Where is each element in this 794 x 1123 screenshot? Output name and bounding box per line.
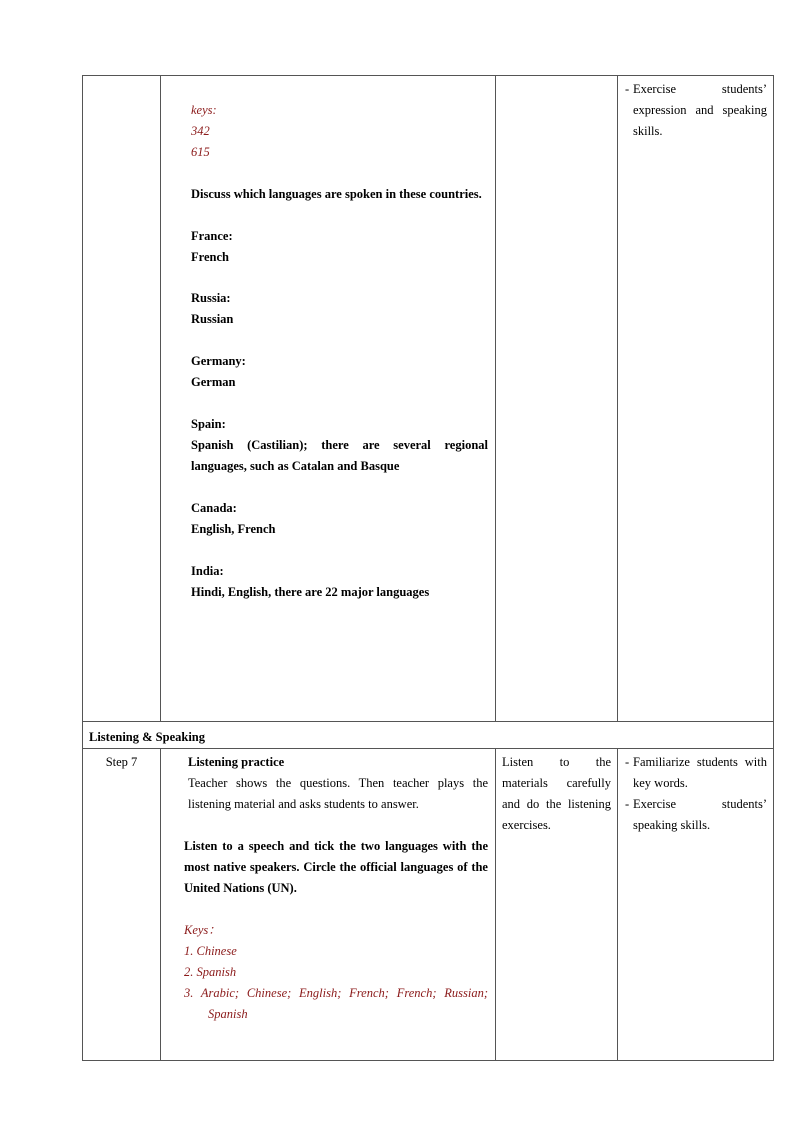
lesson-plan-table [82, 75, 774, 1061]
activity-title: Listening practice [188, 755, 285, 769]
keys-line: 615 [191, 145, 210, 159]
task-instruction: Listen to a speech and tick the two languages with the most native speakers. Circle the official languages of the United Nations (UN). [184, 838, 488, 895]
step-cell [83, 749, 161, 1061]
section-title: Listening & Speaking [83, 722, 774, 749]
student-activity-cell [496, 76, 618, 722]
country-label: Canada: [191, 500, 237, 515]
purpose-cell [618, 749, 774, 1061]
keys-label: keys: [191, 103, 217, 117]
step-label: Step 7 [105, 755, 138, 769]
country-languages: Hindi, English, there are 22 major languages [191, 584, 430, 599]
key-item: 2. Spanish [184, 964, 237, 979]
country-label: Russia: [191, 291, 231, 306]
country-languages: French [191, 249, 229, 264]
step-cell [83, 76, 161, 722]
table-row [83, 76, 774, 722]
country-label: India: [191, 563, 224, 578]
student-activity-text: Listen to the materials carefully and do the listening exercises. [502, 755, 611, 832]
country-label: Spain: [191, 416, 226, 431]
country-languages: German [191, 375, 236, 390]
student-activity-cell [496, 749, 618, 1061]
country-languages: Russian [191, 312, 234, 327]
country-label: France: [191, 228, 233, 243]
teacher-activity-cell [161, 76, 496, 722]
keys-line: 342 [191, 124, 210, 138]
purpose-item: - Exercise students’ expression and speaking skills. [625, 82, 767, 138]
key-item: 1. Chinese [184, 943, 237, 958]
key-item: 3. Arabic; Chinese; English; French; French; Russian; Spanish [184, 985, 488, 1021]
country-languages: Spanish (Castilian); there are several regional languages, such as Catalan and Basque [191, 437, 488, 473]
table-row [83, 749, 774, 1061]
discuss-instruction: Discuss which languages are spoken in these countries. [191, 186, 482, 201]
purpose-item: - Exercise students’ speaking skills. [625, 797, 767, 832]
activity-description: Teacher shows the questions. Then teacher plays the listening material and asks students to answer. [188, 776, 488, 811]
purpose-cell [618, 76, 774, 722]
keys-label: Keys： [184, 922, 221, 937]
country-label: Germany: [191, 354, 246, 369]
section-header-row [83, 722, 774, 749]
country-languages: English, French [191, 521, 276, 536]
purpose-item: - Familiarize students with key words. [625, 755, 767, 790]
teacher-activity-cell [161, 749, 496, 1061]
